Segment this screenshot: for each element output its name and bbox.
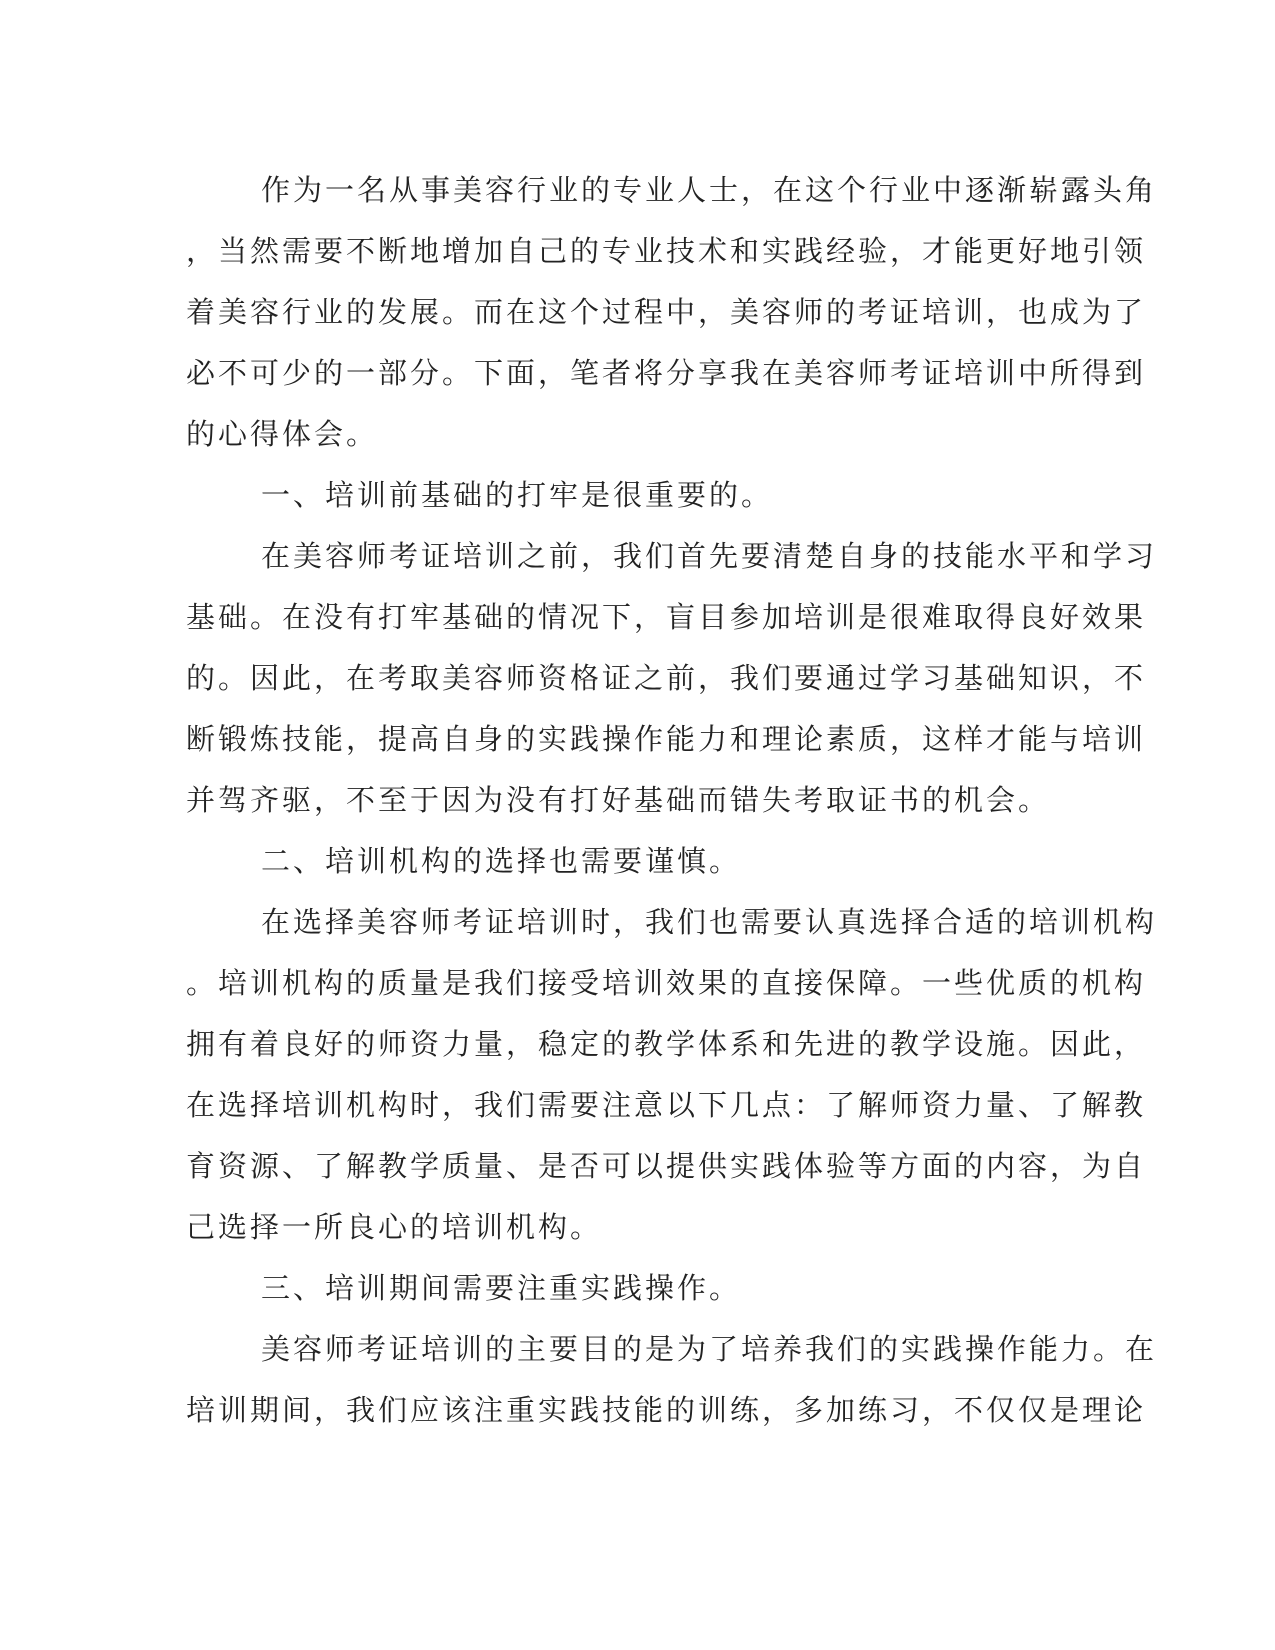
section-heading: 二、培训机构的选择也需要谨慎。 bbox=[261, 844, 742, 878]
paragraph-line: 着美容行业的发展。而在这个过程中，美容师的考证培训，也成为了 bbox=[186, 295, 1147, 329]
paragraph-line: 基础。在没有打牢基础的情况下，盲目参加培训是很难取得良好效果 bbox=[186, 600, 1147, 634]
paragraph-line: 的心得体会。 bbox=[186, 417, 379, 451]
paragraph-line: 在选择培训机构时，我们需要注意以下几点：了解师资力量、了解教 bbox=[186, 1088, 1147, 1122]
paragraph-line: 并驾齐驱，不至于因为没有打好基础而错失考取证书的机会。 bbox=[186, 783, 1051, 817]
paragraph-line: 美容师考证培训的主要目的是为了培养我们的实践操作能力。在 bbox=[261, 1332, 1158, 1366]
paragraph-line: 培训期间，我们应该注重实践技能的训练，多加练习，不仅仅是理论 bbox=[186, 1393, 1147, 1427]
section-heading: 三、培训期间需要注重实践操作。 bbox=[261, 1271, 742, 1305]
paragraph-line: 己选择一所良心的培训机构。 bbox=[186, 1210, 603, 1244]
paragraph-line: 必不可少的一部分。下面，笔者将分享我在美容师考证培训中所得到 bbox=[186, 356, 1147, 390]
paragraph-line: 在美容师考证培训之前，我们首先要清楚自身的技能水平和学习 bbox=[261, 539, 1158, 573]
paragraph-line: ，当然需要不断地增加自己的专业技术和实践经验，才能更好地引领 bbox=[186, 234, 1147, 268]
paragraph-line: 作为一名从事美容行业的专业人士，在这个行业中逐渐崭露头角 bbox=[261, 173, 1158, 207]
paragraph-line: 的。因此，在考取美容师资格证之前，我们要通过学习基础知识，不 bbox=[186, 661, 1147, 695]
paragraph-line: 在选择美容师考证培训时，我们也需要认真选择合适的培训机构 bbox=[261, 905, 1158, 939]
body-text bbox=[186, 160, 1158, 1441]
paragraph-line: 育资源、了解教学质量、是否可以提供实践体验等方面的内容，为自 bbox=[186, 1149, 1147, 1183]
section-heading: 一、培训前基础的打牢是很重要的。 bbox=[261, 478, 774, 512]
paragraph-line: 。培训机构的质量是我们接受培训效果的直接保障。一些优质的机构 bbox=[186, 966, 1147, 1000]
paragraph-line: 断锻炼技能，提高自身的实践操作能力和理论素质，这样才能与培训 bbox=[186, 722, 1147, 756]
paragraph-line: 拥有着良好的师资力量，稳定的教学体系和先进的教学设施。因此， bbox=[186, 1027, 1147, 1061]
